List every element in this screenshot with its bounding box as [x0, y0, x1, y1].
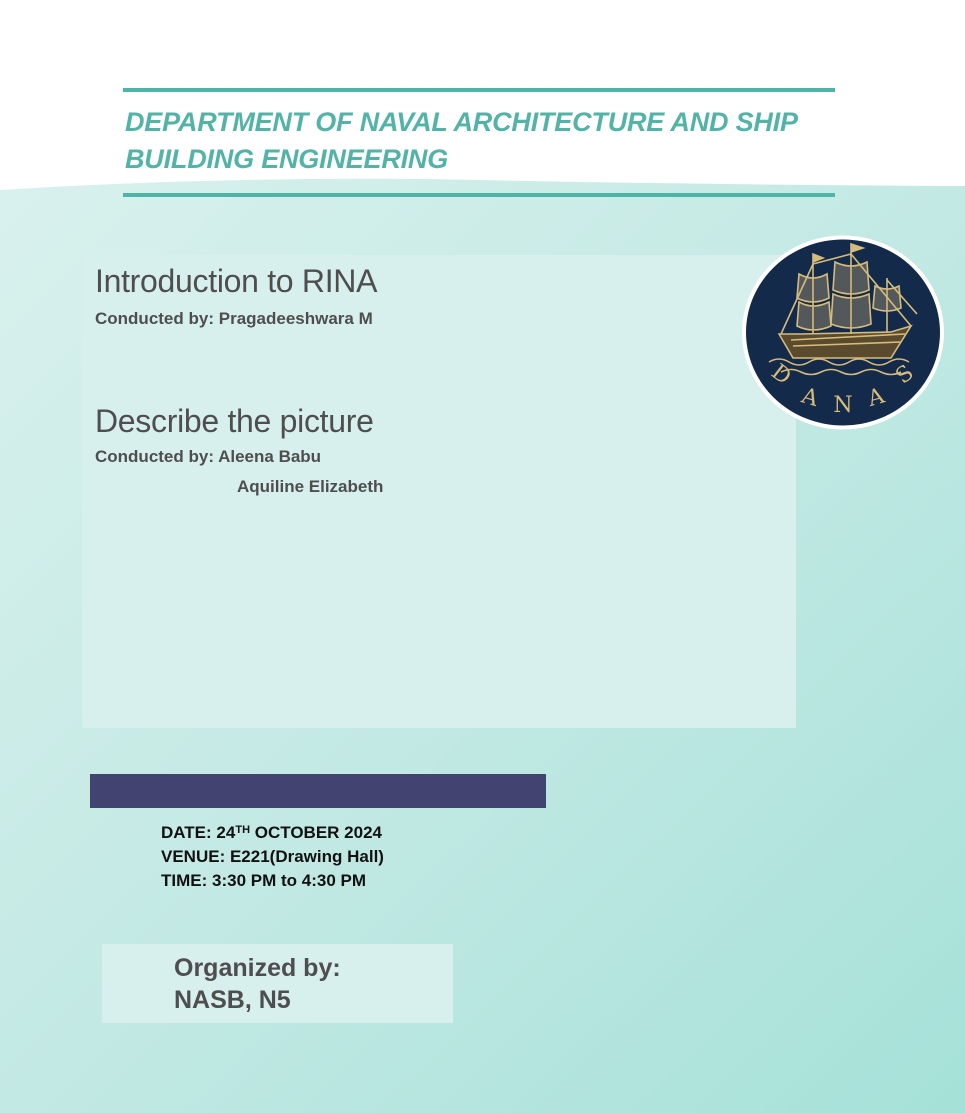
conducted-by-label: Conducted by: — [95, 309, 214, 328]
conductor-name: Aleena Babu — [218, 447, 322, 466]
logo-letter: D — [766, 359, 796, 391]
session-conductors-rina — [95, 304, 373, 334]
accent-bar — [90, 774, 546, 808]
department-title-line1: DEPARTMENT OF NAVAL ARCHITECTURE AND SHIP — [125, 107, 798, 137]
event-venue — [161, 845, 384, 869]
event-date — [161, 818, 384, 845]
venue-value: E221(Drawing Hall) — [229, 847, 384, 866]
session-conductors-describe-picture — [95, 442, 321, 472]
conductor-name: Pragadeeshwara M — [218, 309, 373, 328]
organizer-value: NASB, N5 — [174, 986, 291, 1014]
organizer-text — [174, 952, 341, 1016]
venue-label: VENUE: — [161, 847, 226, 866]
time-label: TIME: — [161, 871, 208, 890]
department-title — [125, 104, 845, 178]
date-label: DATE: — [161, 823, 212, 842]
date-suffix: TH — [235, 824, 251, 836]
organizer-label: Organized by: — [174, 954, 341, 982]
logo-letter: S — [891, 360, 919, 390]
logo-letter: A — [798, 383, 821, 412]
time-value: 3:30 PM to 4:30 PM — [212, 871, 367, 890]
event-details — [161, 818, 384, 893]
conducted-by-label: Conducted by: — [95, 447, 214, 466]
logo-letter: A — [865, 383, 888, 412]
session-title-describe-picture: Describe the picture — [95, 403, 374, 439]
danas-logo — [741, 234, 945, 431]
header-rule-top — [123, 88, 835, 92]
conductor-name: Aquiline Elizabeth — [237, 477, 384, 496]
session-title-rina: Introduction to RINA — [95, 263, 378, 299]
department-title-line2: BUILDING ENGINEERING — [125, 144, 449, 174]
event-time — [161, 869, 384, 893]
date-day: 24 — [216, 823, 236, 842]
date-rest: OCTOBER 2024 — [254, 823, 382, 842]
header-rule-bottom — [123, 193, 835, 197]
logo-letter: N — [833, 393, 853, 418]
